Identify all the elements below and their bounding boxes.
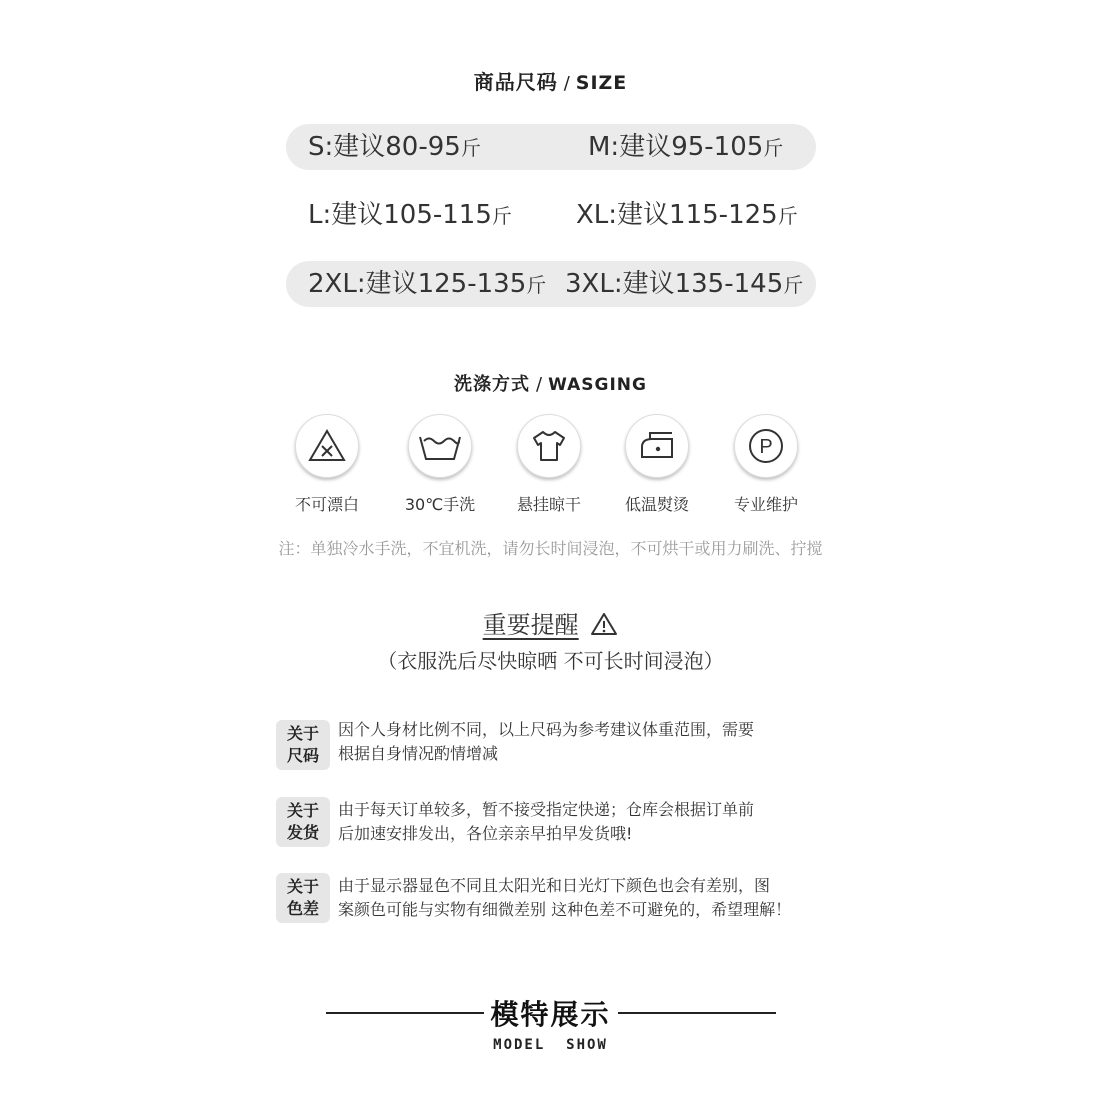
model-show-title: 模特展示	[490, 998, 611, 1031]
wash-item-professional-care	[731, 414, 801, 515]
wash-label-hang-dry: 悬挂晾干	[516, 495, 581, 514]
wash-item-hang-dry	[514, 414, 584, 515]
wash-label-iron-low: 低温熨烫	[624, 495, 689, 514]
reminder-title-text: 重要提醒	[482, 611, 579, 639]
wash-item-hand-wash	[405, 414, 475, 515]
about-color-text: 由于显示器显色不同且太阳光和日光灯下颜色也会有差别，图 案颜色可能与实物有细微差别 这种色差不可避免的，希望理解！	[338, 876, 792, 919]
size-section-title	[0, 66, 1101, 95]
size-row-1	[286, 124, 816, 170]
wash-title-en: WASGING	[548, 375, 647, 395]
model-show-subtitle: MODEL SHOW	[493, 1037, 608, 1053]
wash-title-separator: /	[536, 374, 543, 395]
size-title-cn: 商品尺码	[473, 70, 558, 94]
about-shipping-text: 由于每天订单较多，暂不接受指定快递；仓库会根据订单前 后加速安排发出，各位亲亲早拍早发货哦!	[338, 800, 755, 843]
size-row-2	[286, 192, 816, 238]
hang-dry-icon	[517, 414, 581, 478]
size-row-3	[286, 261, 816, 307]
wash-section-title	[0, 370, 1101, 396]
size-title-en: SIZE	[575, 72, 628, 94]
size-m: M:建议95-105斤	[588, 132, 784, 162]
professional-care-icon	[734, 414, 798, 478]
size-s: S:建议80-95斤	[308, 132, 481, 162]
wash-title-cn: 洗涤方式	[454, 374, 531, 395]
size-xl: XL:建议115-125斤	[576, 200, 798, 230]
wash-label-professional-care: 专业维护	[733, 495, 798, 514]
warning-icon	[590, 612, 618, 636]
size-3xl: 3XL:建议135-145斤	[565, 269, 804, 299]
hand-wash-icon	[408, 414, 472, 478]
wash-item-iron-low	[622, 414, 692, 515]
wash-note: 注：单独冷水手洗，不宜机洗，请勿长时间浸泡，不可烘干或用力刷洗、拧搅	[278, 539, 823, 558]
reminder-title	[0, 605, 1101, 640]
about-color-badge: 关于 色差	[276, 873, 330, 923]
wash-label-hand-wash: 30℃手洗	[404, 495, 476, 514]
reminder-subtitle: （衣服洗后尽快晾晒 不可长时间浸泡）	[377, 649, 724, 673]
about-size-badge: 关于 尺码	[276, 720, 330, 770]
size-title-separator: /	[563, 73, 570, 94]
iron-low-icon	[625, 414, 689, 478]
no-bleach-icon	[295, 414, 359, 478]
svg-text:P: P	[759, 436, 773, 458]
size-2xl: 2XL:建议125-135斤	[308, 269, 547, 299]
wash-item-no-bleach	[292, 414, 362, 515]
wash-label-no-bleach: 不可漂白	[294, 495, 359, 514]
about-shipping-badge: 关于 发货	[276, 797, 330, 847]
size-l: L:建议105-115斤	[308, 200, 512, 230]
about-size-text: 因个人身材比例不同，以上尺码为参考建议体重范围，需要 根据自身情况酌情增减	[338, 720, 755, 763]
